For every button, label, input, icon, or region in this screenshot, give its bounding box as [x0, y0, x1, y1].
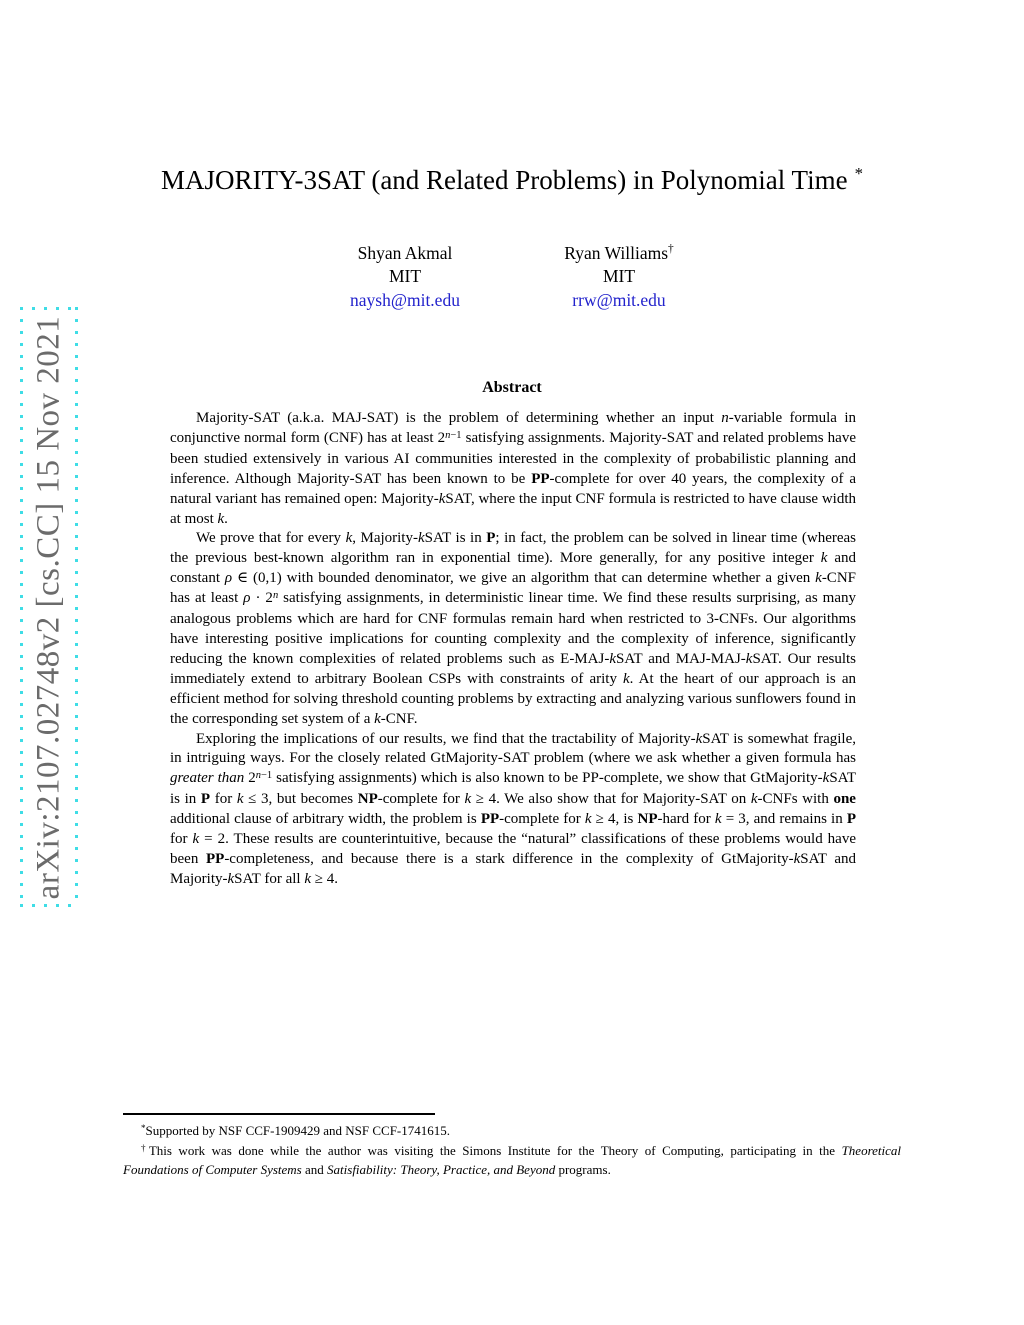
- abstract-paragraph-1: Majority-SAT (a.k.a. MAJ-SAT) is the problem of determining whether an input n-variable formula in conjunctive normal form (CNF) has at least $2^{n-1}$ satisfying assignments. Majority-SAT and related problems have been studied extensively in various AI communities interested in the complexity of probabilistic planning and inference. Although Majority-SAT has been known to be PP-complete for over 40 years, the complexity of a natural variant has remained open: Majority-kSAT, where the input CNF formula is restricted to have clause width at most k.: [170, 410, 856, 527]
- abstract-heading: Abstract: [482, 379, 542, 396]
- author-name: [544, 238, 694, 265]
- footnote-simons-institute: †This work was done while the author was visiting the Simons Institute for the Theory of Computing, participating in the Theoretical Foundations of Computer Systems and Satisfiability: Theory, Practice, and Beyond programs.: [123, 1142, 902, 1177]
- author-list: [0, 238, 1024, 312]
- author-name-text: Shyan Akmal: [357, 242, 453, 263]
- author-block-2: [544, 238, 694, 312]
- paper-title-text: MAJORITY-3SAT (and Related Problems) in Polynomial Time: [161, 165, 848, 195]
- abstract-paragraph-3: Exploring the implications of our results, we find that the tractability of Majority-kSAT is somewhat fragile, in intriguing ways. For the closely related GtMajority-SAT problem (where we ask whether a given formula has greater than $2^{n-1}$ satisfying assignments) which is also known to be PP-complete, we show that GtMajority-kSAT is in P for k ≤ 3, but becomes NP-complete for k ≥ 4. We also show that for Majority-SAT on k-CNFs with one additional clause of arbitrary width, the problem is PP-complete for k ≥ 4, is NP-hard for k = 3, and remains in P for k = 2. These results are counterintuitive, because the “natural” classifications of these problems would have been PP-completeness, and because there is a stark difference in the complexity of GtMajority-kSAT and Majority-kSAT for all k ≥ 4.: [170, 730, 857, 887]
- footnote-rule: [123, 1113, 435, 1115]
- arxiv-watermark: [20, 307, 78, 907]
- paper-title: [0, 164, 1024, 196]
- author-block-1: [330, 238, 480, 312]
- author-name: [330, 238, 480, 265]
- title-footnote-marker: *: [854, 164, 863, 183]
- footnotes-section: [123, 1113, 901, 1179]
- author-email-link[interactable]: rrw@mit.edu: [572, 289, 666, 310]
- arxiv-id-text: arXiv:2107.02748v2 [cs.CC] 15 Nov 2021: [30, 315, 67, 899]
- author-footnote-marker: †: [668, 243, 674, 255]
- author-affiliation: MIT: [388, 266, 422, 287]
- author-affiliation: MIT: [602, 266, 636, 287]
- author-name-text: Ryan Williams: [564, 242, 669, 263]
- author-email-link[interactable]: naysh@mit.edu: [350, 289, 460, 310]
- abstract-body: [170, 409, 856, 890]
- footnote-supported-by: *Supported by NSF CCF-1909429 and NSF CCF-1741615.: [141, 1123, 451, 1138]
- abstract-paragraph-2: We prove that for every k, Majority-kSAT is in P; in fact, the problem can be solved in linear time (whereas the previous best-known algorithm ran in exponential time). More generally, for any positive integer k and constant ρ ∈ (0,1) with bounded denominator, we give an algorithm that can determine whether a given k-CNF has at least $\rho \cdot 2^n$ satisfying assignments, in deterministic linear time. We find these results surprising, as many analogous problems which are hard for CNF formulas remain hard when restricted to 3-CNFs. Our algorithms have interesting positive implications for counting complexity and the complexity of inference, significantly reducing the known complexities of related problems such as E-MAJ-kSAT and MAJ-MAJ-kSAT. Our results immediately extend to arbitrary Boolean CSPs with constraints of arity k. At the heart of our approach is an efficient method for solving threshold counting problems by extracting and analyzing various sunflowers found in the corresponding set system of a k-CNF.: [170, 530, 857, 727]
